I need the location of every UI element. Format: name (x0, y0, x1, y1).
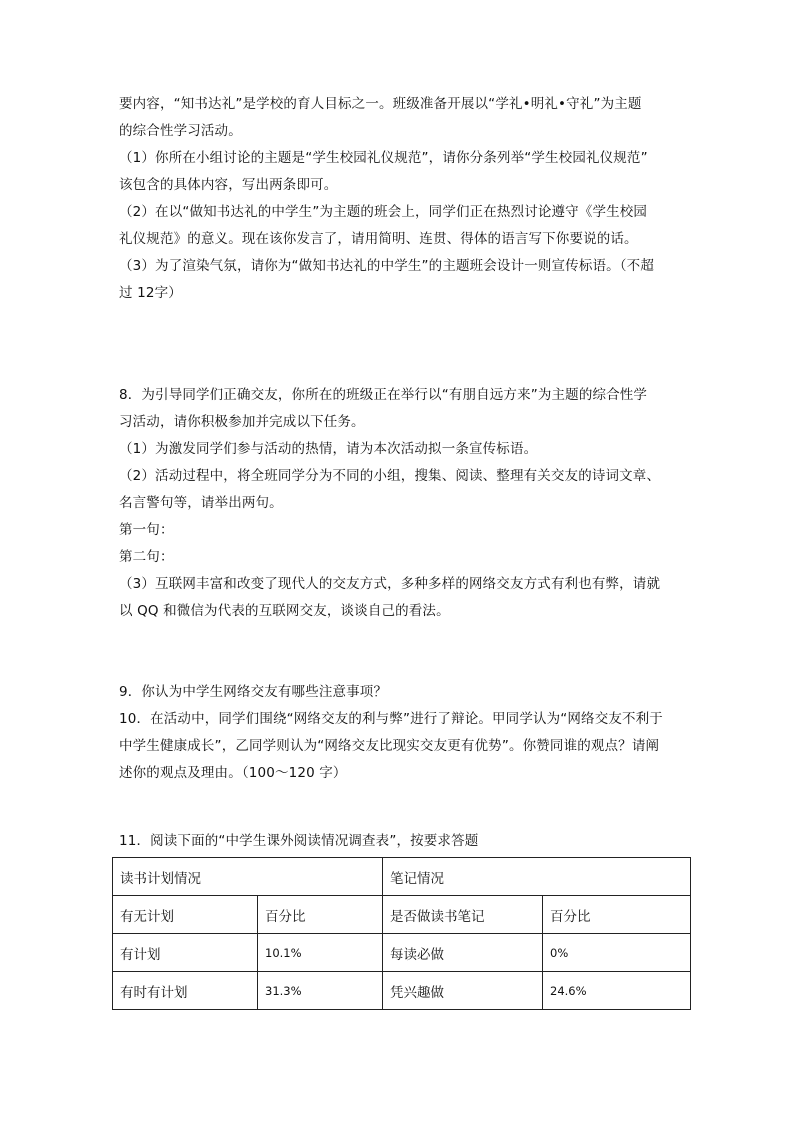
table-cell: 24.6% (543, 972, 691, 1010)
q8-line: 第二句： (119, 549, 174, 565)
q8-line: 以 QQ 和微信为代表的互联网交友，谈谈自己的看法。 (119, 603, 450, 619)
table-header-cell: 百分比 (258, 896, 383, 934)
table-cell: 10.1% (258, 934, 383, 972)
table-group-header: 笔记情况 (383, 858, 691, 896)
table-row (113, 934, 691, 972)
q8-line: （1）为激发同学们参与活动的热情，请为本次活动拟一条宣传标语。 (119, 441, 538, 457)
q8-line: （2）活动过程中，将全班同学分为不同的小组，搜集、阅读、整理有关交友的诗词文章、 (119, 468, 661, 484)
table-cell: 31.3% (258, 972, 383, 1010)
table-cell: 有时有计划 (113, 972, 258, 1010)
table-cell: 0% (543, 934, 691, 972)
table-group-header: 读书计划情况 (113, 858, 383, 896)
q9-line: 9．你认为中学生网络交友有哪些注意事项？ (119, 684, 388, 700)
table-header-cell: 是否做读书笔记 (383, 896, 543, 934)
reading-survey-table (112, 857, 691, 1010)
q11-title: 11．阅读下面的“中学生课外阅读情况调查表”，按要求答题 (119, 833, 479, 849)
q8-line: 名言警句等，请举出两句。 (119, 495, 283, 511)
q8-line: 8．为引导同学们正确交友，你所在的班级正在举行以“有朋自远方来”为主题的综合性学 (119, 387, 648, 403)
q10-line: 中学生健康成长”，乙同学则认为“网络交友比现实交友更有优势”。你赞同谁的观点？请阐 (119, 738, 660, 754)
q7-line: （3）为了渲染气氛，请你为“做知书达礼的中学生”的主题班会设计一则宣传标语。（不超 (119, 258, 654, 274)
table-cell: 有计划 (113, 934, 258, 972)
q8-line: （3）互联网丰富和改变了现代人的交友方式，多种多样的网络交友方式有利也有弊，请就 (119, 576, 661, 592)
q8-line: 习活动，请你积极参加并完成以下任务。 (119, 414, 365, 430)
q7-line: 要内容，“知书达礼”是学校的育人目标之一。班级准备开展以“学礼•明礼•守礼”为主题 (119, 96, 642, 112)
q7-line: 的综合性学习活动。 (119, 123, 242, 139)
q10-line: 10．在活动中，同学们围绕“网络交友的利与弊”进行了辩论。甲同学认为“网络交友不利于 (119, 711, 663, 727)
q7-line: （1）你所在小组讨论的主题是“学生校园礼仪规范”，请你分条列举“学生校园礼仪规范” (119, 150, 648, 166)
table-cell: 每读必做 (383, 934, 543, 972)
q10-line: 述你的观点及理由。（100～120 字） (119, 765, 347, 781)
q7-line: 该包含的具体内容，写出两条即可。 (119, 177, 338, 193)
table-header-cell: 百分比 (543, 896, 691, 934)
q8-line: 第一句： (119, 522, 174, 538)
q7-line: 过 12字） (119, 285, 182, 301)
table-header-cell: 有无计划 (113, 896, 258, 934)
table-group-header-row (113, 858, 691, 896)
q7-line: （2）在以“做知书达礼的中学生”为主题的班会上，同学们正在热烈讨论遵守《学生校园 (119, 204, 648, 220)
table-cell: 凭兴趣做 (383, 972, 543, 1010)
table-row (113, 972, 691, 1010)
table-header-row (113, 896, 691, 934)
q7-line: 礼仪规范》的意义。现在该你发言了，请用简明、连贯、得体的语言写下你要说的话。 (119, 231, 638, 247)
